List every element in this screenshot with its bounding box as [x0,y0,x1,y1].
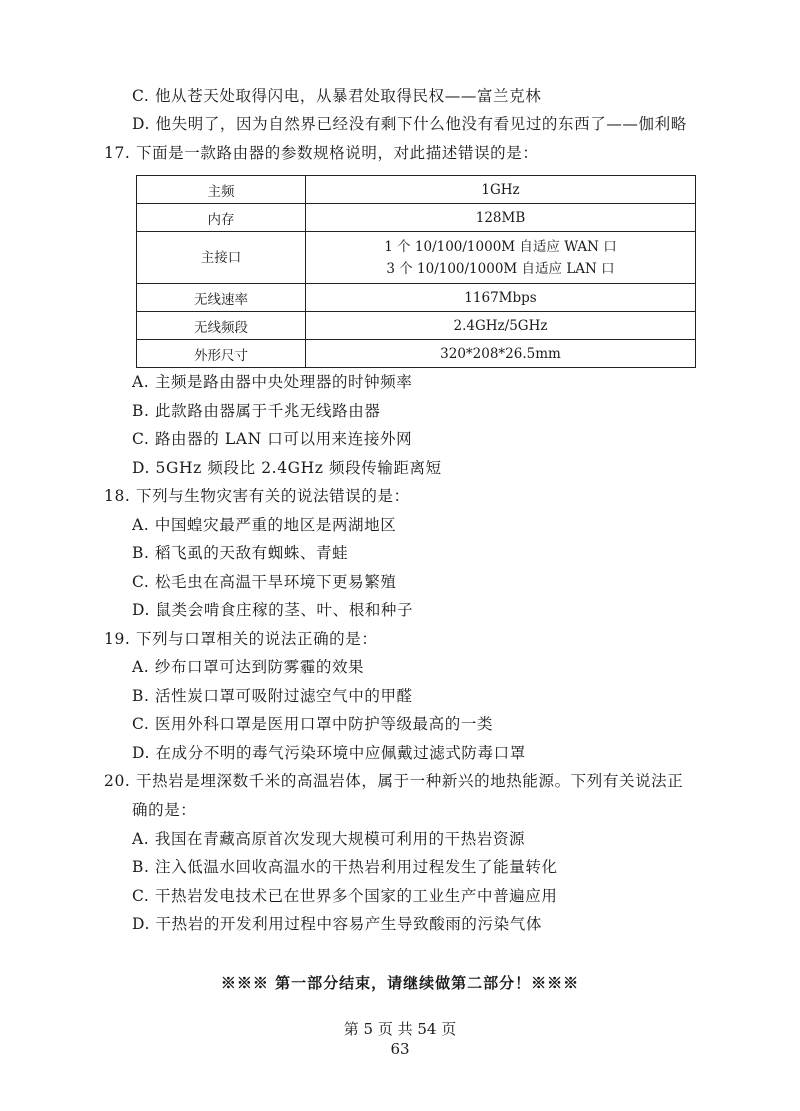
q20-option-b: B. 注入低温水回收高温水的干热岩利用过程发生了能量转化 [132,858,558,876]
spec-value-multi [306,232,696,284]
q18-option-d: D. 鼠类会啃食庄稼的茎、叶、根和种子 [132,601,414,619]
q20-option-c: C. 干热岩发电技术已在世界多个国家的工业生产中普遍应用 [132,887,558,905]
q19-option-c: C. 医用外科口罩是医用口罩中防护等级最高的一类 [132,715,494,733]
table-row [137,284,696,312]
question-18-stem: 18. 下列与生物灾害有关的说法错误的是： [104,487,410,505]
q18-option-a: A. 中国蝗灾最严重的地区是两湖地区 [132,516,397,534]
table-row [137,176,696,204]
q19-option-d: D. 在成分不明的毒气污染环境中应佩戴过滤式防毒口罩 [132,744,526,762]
q20-option-a: A. 我国在青藏高原首次发现大规模可利用的干热岩资源 [132,830,526,848]
spec-key: 无线速率 [137,284,306,312]
q17-option-a: A. 主频是路由器中央处理器的时钟频率 [132,373,413,391]
spec-value: 1GHz [306,176,696,204]
table-row [137,232,696,284]
spec-key: 主频 [137,176,306,204]
section-end-note: ※※※ 第一部分结束，请继续做第二部分！※※※ [220,974,580,992]
spec-value-line: 1 个 10/100/1000M 自适应 WAN 口 [384,238,617,255]
router-spec-table [136,175,696,368]
q17-option-b: B. 此款路由器属于千兆无线路由器 [132,402,381,420]
q20-option-d: D. 干热岩的开发利用过程中容易产生导致酸雨的污染气体 [132,915,542,933]
q19-option-a: A. 纱布口罩可达到防雾霾的效果 [132,658,365,676]
question-19-stem: 19. 下列与口罩相关的说法正确的是： [104,630,378,648]
page-number: 63 [390,1040,410,1058]
prev-option-c: C. 他从苍天处取得闪电，从暴君处取得民权——富兰克林 [132,87,542,105]
prev-option-d: D. 他失明了，因为自然界已经没有剩下什么他没有看见过的东西了——伽利略 [132,115,687,133]
q17-option-d: D. 5GHz 频段比 2.4GHz 频段传输距离短 [132,459,442,477]
spec-value-line: 3 个 10/100/1000M 自适应 LAN 口 [386,260,615,277]
q18-option-c: C. 松毛虫在高温干旱环境下更易繁殖 [132,573,397,591]
spec-value: 128MB [306,204,696,232]
question-17-stem: 17. 下面是一款路由器的参数规格说明，对此描述错误的是： [104,144,539,162]
question-20-stem: 20. 干热岩是埋深数千米的高温岩体，属于一种新兴的地热能源。下列有关说法正 [104,772,684,790]
table-row [137,204,696,232]
spec-key: 无线频段 [137,312,306,340]
q17-option-c: C. 路由器的 LAN 口可以用来连接外网 [132,430,413,448]
table-row [137,340,696,368]
q18-option-b: B. 稻飞虱的天敌有蜘蛛、青蛙 [132,544,349,562]
spec-value: 2.4GHz/5GHz [306,312,696,340]
spec-key: 内存 [137,204,306,232]
page-label: 第 5 页 共 54 页 [343,1020,457,1038]
question-20-stem-cont: 确的是： [132,801,197,819]
spec-value: 320*208*26.5mm [306,340,696,368]
spec-value: 1167Mbps [306,284,696,312]
spec-key: 主接口 [137,232,306,284]
spec-key: 外形尺寸 [137,340,306,368]
table-row [137,312,696,340]
q19-option-b: B. 活性炭口罩可吸附过滤空气中的甲醛 [132,687,413,705]
